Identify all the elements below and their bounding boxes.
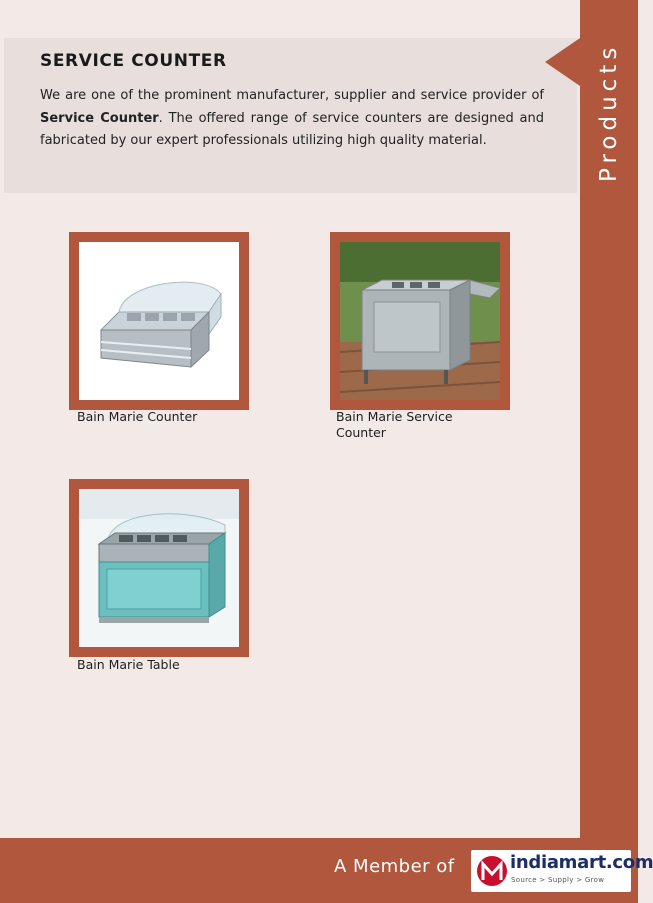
- desc-text-end: . The offered range of service counters are designed and fabricated by our expert professionals utilizing high quality material.: [40, 110, 544, 148]
- footer-bar: [0, 838, 653, 903]
- product-card-bain-marie-counter[interactable]: [69, 232, 249, 410]
- desc-bold-term: Service Counter: [40, 110, 159, 126]
- caption-bain-marie-counter: Bain Marie Counter: [77, 409, 198, 424]
- product-image-bain-marie-counter: [79, 242, 239, 400]
- product-image-bain-marie-table: [79, 489, 239, 647]
- sidebar-label: Products: [596, 42, 622, 182]
- products-sidebar: [580, 0, 638, 838]
- desc-text-start: We are one of the prominent manufacturer, supplier and service provider of: [40, 88, 544, 103]
- page-title: SERVICE COUNTER: [40, 51, 227, 71]
- member-text: A Member of: [334, 856, 455, 877]
- caption-bain-marie-service-counter: Bain Marie Service Counter: [336, 409, 453, 440]
- logo-tagline: Source > Supply > Grow: [511, 876, 605, 884]
- indiamart-logo[interactable]: [471, 850, 653, 892]
- indiamart-m-icon: [477, 854, 507, 888]
- caption-bain-marie-table: Bain Marie Table: [77, 657, 180, 672]
- product-image-bain-marie-service-counter: [340, 242, 500, 400]
- product-card-bain-marie-table[interactable]: [69, 479, 249, 657]
- intro-description: [40, 85, 544, 153]
- product-card-bain-marie-service-counter[interactable]: [330, 232, 510, 410]
- logo-text: indiamart.com: [510, 852, 653, 873]
